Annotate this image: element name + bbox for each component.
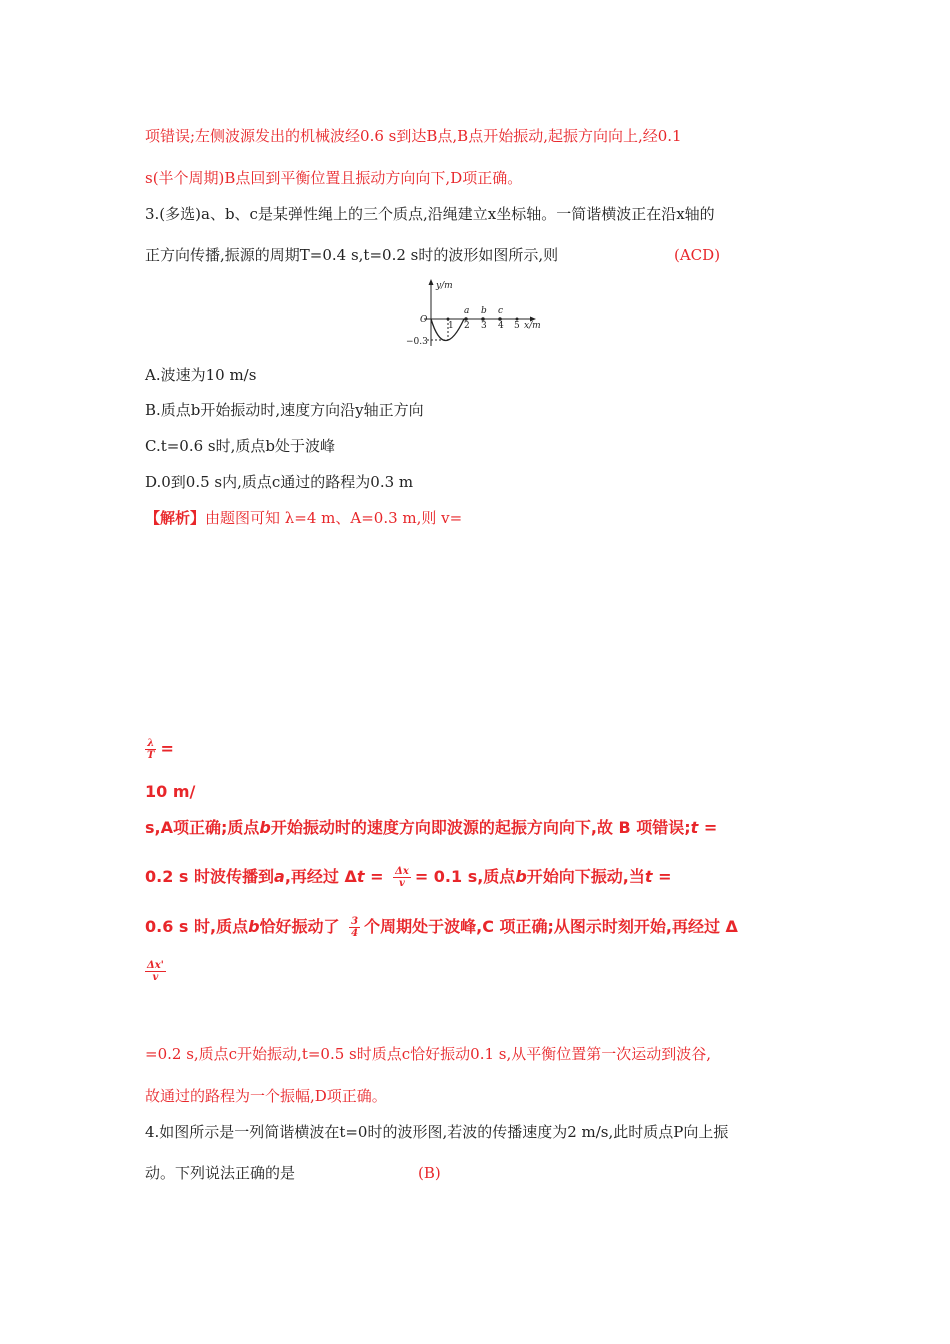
var-a: a [274,867,285,886]
x-tick-2: 2 [464,321,470,331]
particle-b [481,317,485,321]
text: = [698,818,718,837]
option-a: A.波速为10 m/s [145,366,257,384]
analysis-line-7: 故通过的路程为一个振幅,D项正确。 [145,1087,387,1105]
fraction-numerator: 3 [351,916,359,927]
particle-a [464,317,468,321]
axis-dot-1 [447,318,450,321]
option-d: D.0到0.5 s内,质点c通过的路程为0.3 m [145,473,414,491]
particle-label-b: b [481,306,487,316]
analysis-line-4 [145,866,672,889]
fraction-denominator: v [152,972,159,983]
fraction-numerator: λ [147,738,155,749]
option-b: B.质点b开始振动时,速度方向沿y轴正方向 [145,401,424,419]
text: 0.2 s 时波传播到 [145,867,275,886]
lambda-over-t-line [145,738,174,761]
var-t: t [356,867,365,886]
analysis-speed-line: 10 m/ [145,782,196,801]
text: = [652,867,672,886]
fraction-denominator: 4 [351,928,359,939]
y-axis-label: y/m [436,281,453,291]
particle-label-a: a [464,306,470,316]
fraction-lambda-over-t [145,738,156,761]
equals-sign: = [160,739,174,758]
var-b: b [259,818,271,837]
x-tick-3: 3 [481,321,487,331]
analysis-line-6: =0.2 s,质点c开始振动,t=0.5 s时质点c恰好振动0.1 s,从平衡位置第一次运动到波谷, [145,1045,712,1063]
text: = [364,867,384,886]
fraction-dx-prime-over-v [145,960,166,983]
x-tick-1: 1 [448,321,454,331]
analysis-text-1: 由题图可知 λ=4 m、A=0.3 m,则 v= [205,509,463,527]
text: 个周期处于波峰,C 项正确;从图示时刻开始,再经过 Δ [364,917,738,936]
x-tick-5: 5 [514,321,520,331]
text: 0.6 s 时,质点 [145,917,249,936]
text: 恰好振动了 [259,917,340,936]
x-tick-4: 4 [498,321,504,331]
question-4-stem-line-2: 动。下列说法正确的是 [145,1164,296,1182]
question-4-stem-line-1: 4.如图所示是一列简谐横波在t=0时的波形图,若波的传播速度为2 m/s,此时质点P向上振 [145,1123,729,1141]
waveform-figure [400,276,560,352]
particle-label-c: c [498,306,504,316]
var-t: t [690,818,699,837]
text: ,再经过 Δ [284,867,357,886]
fraction-denominator: v [399,878,405,889]
var-b: b [515,867,527,886]
var-t: t [644,867,653,886]
analysis-line-3 [145,818,717,838]
fraction-denominator: T [147,750,155,761]
y-tick-label: −0.3 [406,337,428,347]
analysis-line-1 [145,508,462,528]
analysis-line-5 [145,916,738,939]
fraction-dx-over-v [393,866,411,889]
x-axis-label: x/m [524,321,541,331]
question-3-stem-line-2: 正方向传播,振源的周期T=0.4 s,t=0.2 s时的波形如图所示,则 [145,246,559,264]
y-axis-arrow-icon [429,279,434,285]
text: 开始向下振动,当 [526,867,645,886]
text: 开始振动时的速度方向即波源的起振方向向下,故 B 项错误; [270,818,691,837]
origin-label: O [420,315,428,325]
text: s,A项正确;质点 [145,818,260,837]
fraction-numerator: Δx [395,866,409,877]
particle-c [498,317,502,321]
analysis-continued-line-1: 项错误;左侧波源发出的机械波经0.6 s到达B点,B点开始振动,起振方向向上,经0.1 [145,127,682,145]
axis-dot-5 [516,318,519,321]
fraction-three-quarters [349,916,360,939]
analysis-tag: 【解析】 [145,509,206,527]
var-b: b [248,917,260,936]
analysis-continued-line-2: s(半个周期)B点回到平衡位置且振动方向向下,D项正确。 [145,169,523,187]
question-4-answer: (B) [418,1164,441,1182]
fraction-numerator: Δx' [147,960,164,971]
fraction-dx-prime-line [145,960,170,983]
question-3-stem-line-1: 3.(多选)a、b、c是某弹性绳上的三个质点,沿绳建立x坐标轴。一简谐横波正在沿x轴的 [145,205,715,223]
text: = 0.1 s,质点 [414,867,516,886]
question-3-answer: (ACD) [674,246,721,264]
option-c: C.t=0.6 s时,质点b处于波峰 [145,437,335,455]
